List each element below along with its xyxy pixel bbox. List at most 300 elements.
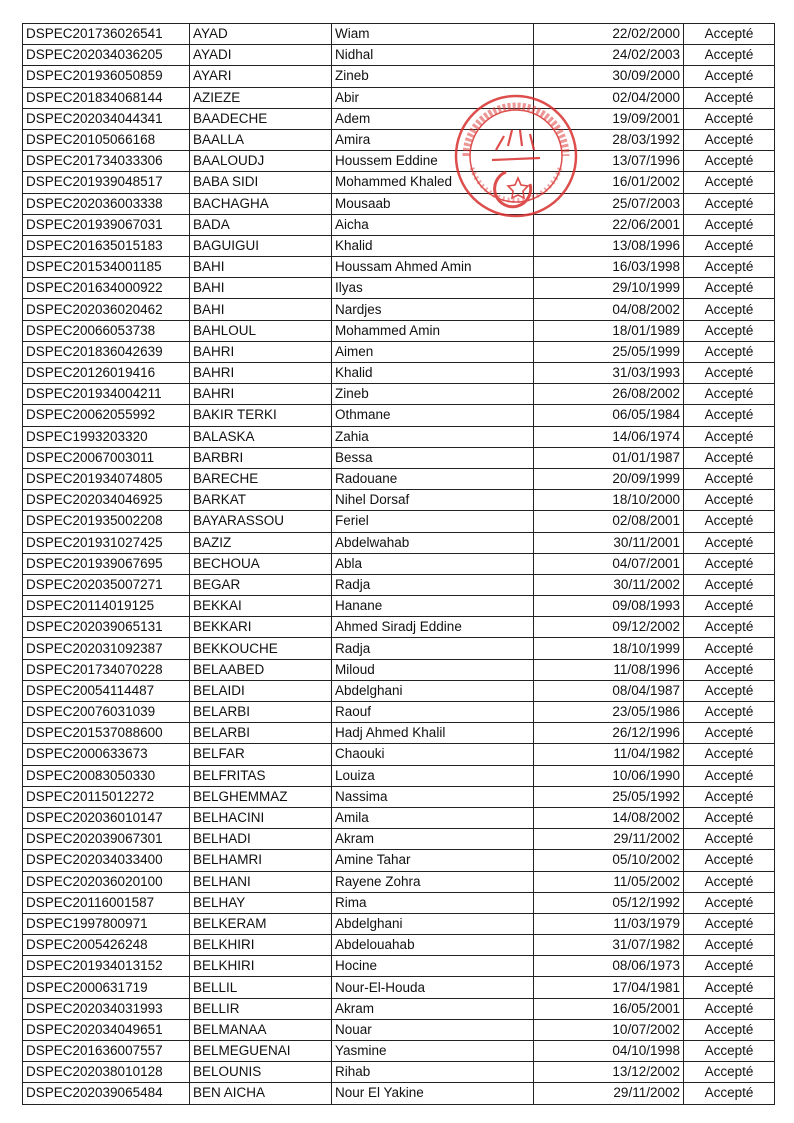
first-name-cell: Abdelghani [332, 680, 534, 701]
first-name-cell: Yasmine [332, 1041, 534, 1062]
table-row [23, 744, 775, 765]
birth-date-cell: 19/09/2001 [534, 108, 684, 129]
status-cell: Accepté [684, 935, 775, 956]
status-cell: Accepté [684, 235, 775, 256]
birth-date-cell: 14/08/2002 [534, 807, 684, 828]
table-row [23, 1041, 775, 1062]
last-name-cell: BARKAT [190, 490, 332, 511]
table-row [23, 341, 775, 362]
table-row [23, 129, 775, 150]
birth-date-cell: 13/07/1996 [534, 151, 684, 172]
last-name-cell: BELKHIRI [190, 935, 332, 956]
first-name-cell: Nour El Yakine [332, 1083, 534, 1104]
last-name-cell: BELARBI [190, 723, 332, 744]
first-name-cell: Bessa [332, 447, 534, 468]
candidate-id-cell: DSPEC202036003338 [23, 193, 190, 214]
candidate-id-cell: DSPEC202034049651 [23, 1019, 190, 1040]
last-name-cell: BAGUIGUI [190, 235, 332, 256]
table-row [23, 892, 775, 913]
status-cell: Accepté [684, 532, 775, 553]
last-name-cell: BELLIR [190, 998, 332, 1019]
first-name-cell: Hocine [332, 956, 534, 977]
candidate-id-cell: DSPEC201534001185 [23, 257, 190, 278]
status-cell: Accepté [684, 384, 775, 405]
first-name-cell: Khalid [332, 363, 534, 384]
last-name-cell: AYARI [190, 66, 332, 87]
last-name-cell: BELOUNIS [190, 1062, 332, 1083]
status-cell: Accepté [684, 807, 775, 828]
last-name-cell: BAHI [190, 299, 332, 320]
last-name-cell: BELAABED [190, 659, 332, 680]
candidate-id-cell: DSPEC202034031993 [23, 998, 190, 1019]
last-name-cell: BAHI [190, 257, 332, 278]
birth-date-cell: 05/10/2002 [534, 850, 684, 871]
status-cell: Accepté [684, 850, 775, 871]
last-name-cell: BAALLA [190, 129, 332, 150]
last-name-cell: BADA [190, 214, 332, 235]
candidate-id-cell: DSPEC202039065131 [23, 617, 190, 638]
last-name-cell: BAKIR TERKI [190, 405, 332, 426]
last-name-cell: BAALOUDJ [190, 151, 332, 172]
status-cell: Accepté [684, 1062, 775, 1083]
candidate-id-cell: DSPEC202034044341 [23, 108, 190, 129]
status-cell: Accepté [684, 24, 775, 45]
last-name-cell: BELMEGUENAI [190, 1041, 332, 1062]
birth-date-cell: 29/11/2002 [534, 1083, 684, 1104]
status-cell: Accepté [684, 871, 775, 892]
first-name-cell: Nassima [332, 786, 534, 807]
candidate-id-cell: DSPEC201734070228 [23, 659, 190, 680]
birth-date-cell: 11/05/2002 [534, 871, 684, 892]
status-cell: Accepté [684, 151, 775, 172]
table-row [23, 426, 775, 447]
first-name-cell: Aicha [332, 214, 534, 235]
first-name-cell: Radja [332, 638, 534, 659]
table-row [23, 363, 775, 384]
candidate-id-cell: DSPEC20116001587 [23, 892, 190, 913]
first-name-cell: Ilyas [332, 278, 534, 299]
first-name-cell: Abdelwahab [332, 532, 534, 553]
candidate-id-cell: DSPEC201636007557 [23, 1041, 190, 1062]
last-name-cell: BAYARASSOU [190, 511, 332, 532]
last-name-cell: BELKHIRI [190, 956, 332, 977]
birth-date-cell: 30/11/2001 [534, 532, 684, 553]
birth-date-cell: 01/01/1987 [534, 447, 684, 468]
candidate-id-cell: DSPEC201931027425 [23, 532, 190, 553]
first-name-cell: Zineb [332, 66, 534, 87]
birth-date-cell: 29/11/2002 [534, 829, 684, 850]
table-row [23, 24, 775, 45]
birth-date-cell: 23/05/1986 [534, 702, 684, 723]
first-name-cell: Louiza [332, 765, 534, 786]
candidate-id-cell: DSPEC2000631719 [23, 977, 190, 998]
birth-date-cell: 25/05/1992 [534, 786, 684, 807]
birth-date-cell: 18/01/1989 [534, 320, 684, 341]
last-name-cell: BELLIL [190, 977, 332, 998]
birth-date-cell: 11/03/1979 [534, 913, 684, 934]
table-row [23, 66, 775, 87]
candidate-id-cell: DSPEC20076031039 [23, 702, 190, 723]
table-row [23, 574, 775, 595]
last-name-cell: BABA SIDI [190, 172, 332, 193]
table-row [23, 977, 775, 998]
table-row [23, 998, 775, 1019]
status-cell: Accepté [684, 977, 775, 998]
candidate-id-cell: DSPEC201736026541 [23, 24, 190, 45]
first-name-cell: Feriel [332, 511, 534, 532]
birth-date-cell: 26/12/1996 [534, 723, 684, 744]
table-row [23, 702, 775, 723]
table-row [23, 553, 775, 574]
table-row [23, 596, 775, 617]
official-seal-stamp [452, 92, 580, 220]
status-cell: Accepté [684, 87, 775, 108]
stamp-text-ring [466, 106, 566, 156]
status-cell: Accepté [684, 341, 775, 362]
birth-date-cell: 08/06/1973 [534, 956, 684, 977]
first-name-cell: Wiam [332, 24, 534, 45]
last-name-cell: BALASKA [190, 426, 332, 447]
status-cell: Accepté [684, 744, 775, 765]
results-table [22, 23, 775, 1105]
candidate-id-cell: DSPEC20115012272 [23, 786, 190, 807]
status-cell: Accepté [684, 172, 775, 193]
candidate-id-cell: DSPEC20054114487 [23, 680, 190, 701]
table-row [23, 235, 775, 256]
last-name-cell: BEKKOUCHE [190, 638, 332, 659]
birth-date-cell: 08/04/1987 [534, 680, 684, 701]
first-name-cell: Amira [332, 129, 534, 150]
last-name-cell: BEN AICHA [190, 1083, 332, 1104]
status-cell: Accepté [684, 299, 775, 320]
candidate-id-cell: DSPEC201939048517 [23, 172, 190, 193]
candidate-id-cell: DSPEC201635015183 [23, 235, 190, 256]
last-name-cell: BAHRI [190, 341, 332, 362]
status-cell: Accepté [684, 574, 775, 595]
first-name-cell: Amine Tahar [332, 850, 534, 871]
status-cell: Accepté [684, 1019, 775, 1040]
birth-date-cell: 09/08/1993 [534, 596, 684, 617]
table-row [23, 1083, 775, 1104]
table-row [23, 45, 775, 66]
table-row [23, 278, 775, 299]
first-name-cell: Rima [332, 892, 534, 913]
last-name-cell: BAHLOUL [190, 320, 332, 341]
status-cell: Accepté [684, 1041, 775, 1062]
candidate-id-cell: DSPEC202036020462 [23, 299, 190, 320]
status-cell: Accepté [684, 490, 775, 511]
last-name-cell: BELMANAA [190, 1019, 332, 1040]
stamp-emblem-star-icon [508, 178, 528, 198]
candidate-id-cell: DSPEC201934074805 [23, 468, 190, 489]
table-row [23, 172, 775, 193]
last-name-cell: BELFAR [190, 744, 332, 765]
last-name-cell: BELHAMRI [190, 850, 332, 871]
status-cell: Accepté [684, 320, 775, 341]
table-row [23, 384, 775, 405]
birth-date-cell: 04/07/2001 [534, 553, 684, 574]
stamp-outer-ring [456, 96, 576, 216]
first-name-cell: Hanane [332, 596, 534, 617]
last-name-cell: AYAD [190, 24, 332, 45]
first-name-cell: Abdelghani [332, 913, 534, 934]
last-name-cell: BELHACINI [190, 807, 332, 828]
table-row [23, 468, 775, 489]
status-cell: Accepté [684, 108, 775, 129]
status-cell: Accepté [684, 511, 775, 532]
birth-date-cell: 16/05/2001 [534, 998, 684, 1019]
table-row [23, 1062, 775, 1083]
status-cell: Accepté [684, 426, 775, 447]
birth-date-cell: 13/12/2002 [534, 1062, 684, 1083]
candidate-id-cell: DSPEC201836042639 [23, 341, 190, 362]
last-name-cell: BARECHE [190, 468, 332, 489]
last-name-cell: BAHRI [190, 363, 332, 384]
birth-date-cell: 24/02/2003 [534, 45, 684, 66]
first-name-cell: Nihel Dorsaf [332, 490, 534, 511]
table-row [23, 108, 775, 129]
last-name-cell: BELKERAM [190, 913, 332, 934]
birth-date-cell: 10/07/2002 [534, 1019, 684, 1040]
first-name-cell: Zineb [332, 384, 534, 405]
birth-date-cell: 10/06/1990 [534, 765, 684, 786]
last-name-cell: BELHANI [190, 871, 332, 892]
candidate-id-cell: DSPEC202034046925 [23, 490, 190, 511]
birth-date-cell: 17/04/1981 [534, 977, 684, 998]
table-row [23, 490, 775, 511]
status-cell: Accepté [684, 892, 775, 913]
candidate-id-cell: DSPEC201939067695 [23, 553, 190, 574]
status-cell: Accepté [684, 829, 775, 850]
first-name-cell: Amila [332, 807, 534, 828]
last-name-cell: BELARBI [190, 702, 332, 723]
birth-date-cell: 16/01/2002 [534, 172, 684, 193]
birth-date-cell: 29/10/1999 [534, 278, 684, 299]
birth-date-cell: 11/04/1982 [534, 744, 684, 765]
candidate-id-cell: DSPEC201734033306 [23, 151, 190, 172]
last-name-cell: AYADI [190, 45, 332, 66]
candidate-id-cell: DSPEC20114019125 [23, 596, 190, 617]
candidate-id-cell: DSPEC1997800971 [23, 913, 190, 934]
table-row [23, 807, 775, 828]
first-name-cell: Aimen [332, 341, 534, 362]
first-name-cell: Hadj Ahmed Khalil [332, 723, 534, 744]
table-row [23, 871, 775, 892]
first-name-cell: Ahmed Siradj Eddine [332, 617, 534, 638]
last-name-cell: BELHAY [190, 892, 332, 913]
birth-date-cell: 05/12/1992 [534, 892, 684, 913]
table-row [23, 214, 775, 235]
status-cell: Accepté [684, 956, 775, 977]
last-name-cell: BEKKARI [190, 617, 332, 638]
status-cell: Accepté [684, 363, 775, 384]
first-name-cell: Adem [332, 108, 534, 129]
status-cell: Accepté [684, 278, 775, 299]
birth-date-cell: 06/05/1984 [534, 405, 684, 426]
birth-date-cell: 14/06/1974 [534, 426, 684, 447]
birth-date-cell: 04/10/1998 [534, 1041, 684, 1062]
table-row [23, 511, 775, 532]
first-name-cell: Abir [332, 87, 534, 108]
table-row [23, 405, 775, 426]
birth-date-cell: 30/11/2002 [534, 574, 684, 595]
table-row [23, 1019, 775, 1040]
status-cell: Accepté [684, 1083, 775, 1104]
last-name-cell: BARBRI [190, 447, 332, 468]
status-cell: Accepté [684, 553, 775, 574]
status-cell: Accepté [684, 638, 775, 659]
table-row [23, 447, 775, 468]
candidate-id-cell: DSPEC2005426248 [23, 935, 190, 956]
birth-date-cell: 18/10/1999 [534, 638, 684, 659]
birth-date-cell: 02/08/2001 [534, 511, 684, 532]
table-row [23, 617, 775, 638]
table-row [23, 956, 775, 977]
first-name-cell: Akram [332, 829, 534, 850]
candidate-id-cell: DSPEC202038010128 [23, 1062, 190, 1083]
birth-date-cell: 13/08/1996 [534, 235, 684, 256]
stamp-inner-ring [470, 110, 562, 202]
table-row [23, 532, 775, 553]
first-name-cell: Mohammed Khaled [332, 172, 534, 193]
status-cell: Accepté [684, 45, 775, 66]
candidate-id-cell: DSPEC1993203320 [23, 426, 190, 447]
first-name-cell: Houssam Ahmed Amin [332, 257, 534, 278]
status-cell: Accepté [684, 702, 775, 723]
last-name-cell: BAHRI [190, 384, 332, 405]
first-name-cell: Nouar [332, 1019, 534, 1040]
first-name-cell: Rayene Zohra [332, 871, 534, 892]
birth-date-cell: 20/09/1999 [534, 468, 684, 489]
table-row [23, 299, 775, 320]
candidate-id-cell: DSPEC202036010147 [23, 807, 190, 828]
birth-date-cell: 22/02/2000 [534, 24, 684, 45]
table-row [23, 850, 775, 871]
table-row [23, 87, 775, 108]
candidate-id-cell: DSPEC202034033400 [23, 850, 190, 871]
first-name-cell: Houssem Eddine [332, 151, 534, 172]
candidate-id-cell: DSPEC20126019416 [23, 363, 190, 384]
candidate-id-cell: DSPEC201537088600 [23, 723, 190, 744]
candidate-id-cell: DSPEC20105066168 [23, 129, 190, 150]
birth-date-cell: 22/06/2001 [534, 214, 684, 235]
last-name-cell: BEGAR [190, 574, 332, 595]
status-cell: Accepté [684, 468, 775, 489]
last-name-cell: BELAIDI [190, 680, 332, 701]
first-name-cell: Rihab [332, 1062, 534, 1083]
candidate-id-cell: DSPEC201634000922 [23, 278, 190, 299]
last-name-cell: BELHADI [190, 829, 332, 850]
results-table-body [23, 24, 775, 1105]
status-cell: Accepté [684, 447, 775, 468]
status-cell: Accepté [684, 659, 775, 680]
table-row [23, 638, 775, 659]
last-name-cell: BAHI [190, 278, 332, 299]
candidate-id-cell: DSPEC201936050859 [23, 66, 190, 87]
status-cell: Accepté [684, 129, 775, 150]
candidate-id-cell: DSPEC202031092387 [23, 638, 190, 659]
table-row [23, 320, 775, 341]
last-name-cell: BEKKAI [190, 596, 332, 617]
candidate-id-cell: DSPEC201935002208 [23, 511, 190, 532]
first-name-cell: Othmane [332, 405, 534, 426]
table-row [23, 257, 775, 278]
candidate-id-cell: DSPEC201934004211 [23, 384, 190, 405]
last-name-cell: BAADECHE [190, 108, 332, 129]
first-name-cell: Radouane [332, 468, 534, 489]
last-name-cell: BACHAGHA [190, 193, 332, 214]
birth-date-cell: 26/08/2002 [534, 384, 684, 405]
birth-date-cell: 18/10/2000 [534, 490, 684, 511]
first-name-cell: Nidhal [332, 45, 534, 66]
candidate-id-cell: DSPEC20083050330 [23, 765, 190, 786]
status-cell: Accepté [684, 596, 775, 617]
birth-date-cell: 31/03/1993 [534, 363, 684, 384]
last-name-cell: BECHOUA [190, 553, 332, 574]
first-name-cell: Radja [332, 574, 534, 595]
status-cell: Accepté [684, 405, 775, 426]
birth-date-cell: 04/08/2002 [534, 299, 684, 320]
status-cell: Accepté [684, 723, 775, 744]
status-cell: Accepté [684, 786, 775, 807]
table-row [23, 659, 775, 680]
first-name-cell: Zahia [332, 426, 534, 447]
candidate-id-cell: DSPEC202039065484 [23, 1083, 190, 1104]
birth-date-cell: 25/07/2003 [534, 193, 684, 214]
candidate-id-cell: DSPEC201934013152 [23, 956, 190, 977]
birth-date-cell: 09/12/2002 [534, 617, 684, 638]
status-cell: Accepté [684, 913, 775, 934]
status-cell: Accepté [684, 680, 775, 701]
candidate-id-cell: DSPEC20066053738 [23, 320, 190, 341]
candidate-id-cell: DSPEC201834068144 [23, 87, 190, 108]
birth-date-cell: 28/03/1992 [534, 129, 684, 150]
candidate-id-cell: DSPEC202035007271 [23, 574, 190, 595]
first-name-cell: Miloud [332, 659, 534, 680]
table-row [23, 151, 775, 172]
status-cell: Accepté [684, 66, 775, 87]
first-name-cell: Mohammed Amin [332, 320, 534, 341]
first-name-cell: Abdelouahab [332, 935, 534, 956]
status-cell: Accepté [684, 998, 775, 1019]
status-cell: Accepté [684, 214, 775, 235]
table-row [23, 786, 775, 807]
first-name-cell: Khalid [332, 235, 534, 256]
last-name-cell: BELFRITAS [190, 765, 332, 786]
birth-date-cell: 16/03/1998 [534, 257, 684, 278]
last-name-cell: BELGHEMMAZ [190, 786, 332, 807]
first-name-cell: Nardjes [332, 299, 534, 320]
table-row [23, 913, 775, 934]
candidate-id-cell: DSPEC202034036205 [23, 45, 190, 66]
last-name-cell: BAZIZ [190, 532, 332, 553]
first-name-cell: Raouf [332, 702, 534, 723]
first-name-cell: Nour-El-Houda [332, 977, 534, 998]
table-row [23, 829, 775, 850]
candidate-id-cell: DSPEC20067003011 [23, 447, 190, 468]
status-cell: Accepté [684, 257, 775, 278]
birth-date-cell: 30/09/2000 [534, 66, 684, 87]
candidate-id-cell: DSPEC2000633673 [23, 744, 190, 765]
status-cell: Accepté [684, 765, 775, 786]
stamp-emblem-rays-icon [492, 130, 540, 160]
first-name-cell: Chaouki [332, 744, 534, 765]
table-row [23, 935, 775, 956]
candidate-id-cell: DSPEC202039067301 [23, 829, 190, 850]
table-row [23, 680, 775, 701]
status-cell: Accepté [684, 617, 775, 638]
table-row [23, 193, 775, 214]
